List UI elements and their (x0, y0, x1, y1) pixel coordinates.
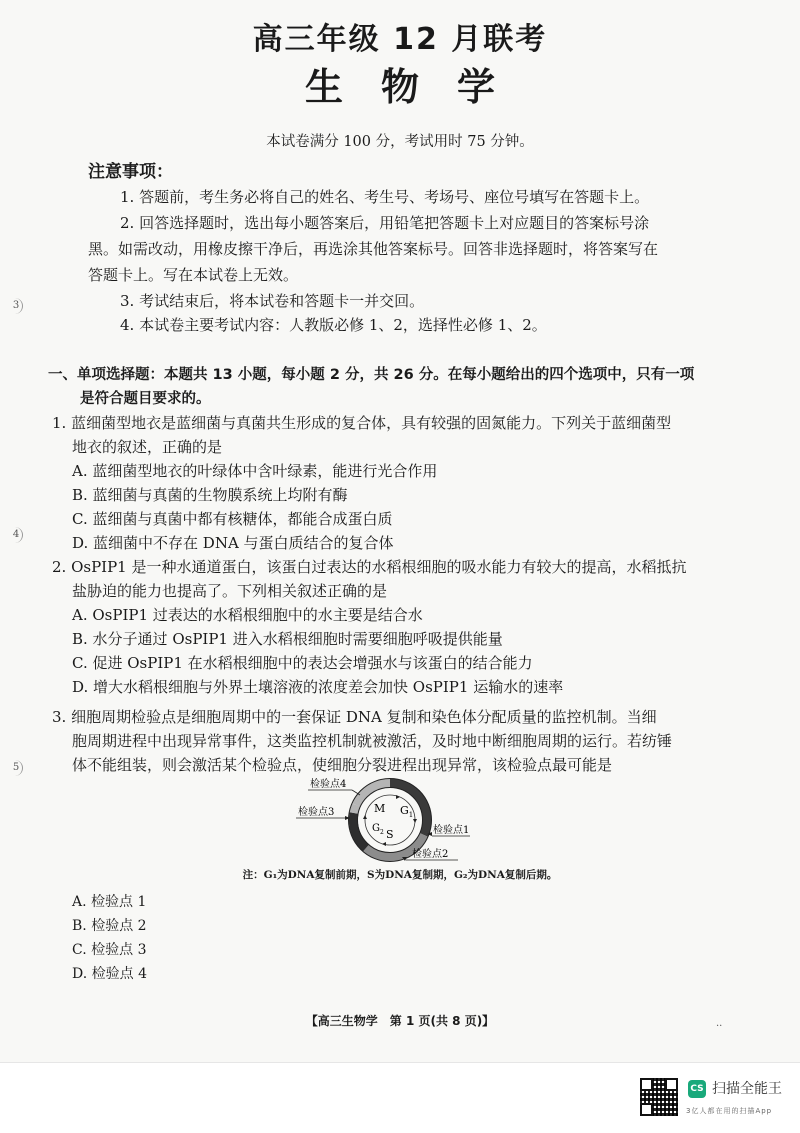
note-line: 1. 答题前，考生务必将自己的姓名、考生号、考场号、座位号填写在答题卡上。 (120, 188, 650, 206)
checkpoint-2-label: 检验点2 (412, 849, 449, 860)
note-line: 黑。如需改动，用橡皮擦干净后，再选涂其他答案标号。回答非选择题时，将答案写在 (88, 240, 659, 258)
question-2-option-d: D. 增大水稻根细胞与外界土壤溶液的浓度差会加快 OsPIP1 运输水的速率 (72, 678, 564, 696)
note-line: 4. 本试卷主要考试内容：人教版必修 1、2，选择性必修 1、2。 (120, 316, 547, 334)
question-2-option-c: C. 促进 OsPIP1 在水稻根细胞中的表达会增强水与该蛋白的结合能力 (72, 654, 533, 672)
qr-code-icon (640, 1078, 678, 1116)
question-3-stem: 3. 细胞周期检验点是细胞周期中的一套保证 DNA 复制和染色体分配质量的监控机制。当细 (52, 708, 657, 726)
section-heading-cont: 是符合题目要求的。 (80, 391, 211, 407)
scanner-watermark-bar (0, 1062, 800, 1133)
question-1-stem: 地衣的叙述，正确的是 (72, 438, 223, 456)
camscanner-logo-icon: CS (688, 1080, 706, 1098)
question-1-stem: 1. 蓝细菌型地衣是蓝细菌与真菌共生形成的复合体，具有较强的固氮能力。下列关于蓝细菌型 (52, 414, 672, 432)
question-3-option-c: C. 检验点 3 (72, 942, 147, 958)
scanner-app-name: 扫描全能王 (712, 1081, 782, 1097)
question-2-stem: 2. OsPIP1 是一种水通道蛋白，该蛋白过表达的水稻根细胞的吸水能力有较大的提高，水稻抵抗 (52, 558, 687, 576)
footer-dots: .. (716, 1018, 723, 1029)
phase-g2-label: $G_2$ (372, 823, 384, 836)
phase-s-label: S (386, 828, 394, 841)
note-line: 答题卡上。写在本试卷上无效。 (88, 266, 299, 284)
phase-m-label: M (374, 802, 386, 815)
question-2-stem: 盐胁迫的能力也提高了。下列相关叙述正确的是 (72, 582, 388, 600)
exam-title: 高三年级 12 月联考 (252, 22, 548, 57)
subject-title: 生物学 (304, 65, 533, 109)
question-3-option-d: D. 检验点 4 (72, 966, 147, 982)
question-2-option-b: B. 水分子通过 OsPIP1 进入水稻根细胞时需要细胞呼吸提供能量 (72, 630, 503, 648)
question-3-stem: 胞周期进程中出现异常事件，这类监控机制就被激活，及时地中断细胞周期的运行。若纺锤 (72, 732, 673, 750)
notes-title: 注意事项： (88, 162, 173, 182)
question-2-option-a: A. OsPIP1 过表达的水稻根细胞中的水主要是结合水 (72, 606, 423, 624)
question-1-option-b: B. 蓝细菌与真菌的生物膜系统上均附有酶 (72, 486, 348, 504)
note-line: 3. 考试结束后，将本试卷和答题卡一并交回。 (120, 292, 425, 310)
question-3-option-a: A. 检验点 1 (72, 894, 147, 910)
checkpoint-4-label: 检验点4 (310, 779, 347, 790)
checkpoint-3-label: 检验点3 (298, 807, 335, 818)
note-line: 2. 回答选择题时，选出每小题答案后，用铅笔把答题卡上对应题目的答案标号涂 (120, 214, 650, 232)
question-3-option-b: B. 检验点 2 (72, 918, 147, 934)
page-footer: 【高三生物学 第 1 页(共 8 页)】 (305, 1014, 495, 1028)
scanner-tagline: 3亿人都在用的扫描App (686, 1107, 773, 1115)
checkpoint-1-label: 检验点1 (433, 825, 470, 836)
phase-g1-label: $G_1$ (400, 804, 414, 819)
margin-mark: 3 (10, 298, 23, 314)
question-1-option-a: A. 蓝细菌型地衣的叶绿体中含叶绿素，能进行光合作用 (72, 462, 438, 480)
margin-mark: 4 (10, 527, 23, 543)
question-1-option-d: D. 蓝细菌中不存在 DNA 与蛋白质结合的复合体 (72, 534, 394, 552)
cell-cycle-diagram (290, 775, 470, 865)
diagram-note: 注：G₁为DNA复制前期，S为DNA复制期，G₂为DNA复制后期。 (242, 869, 558, 881)
exam-info: 本试卷满分 100 分，考试用时 75 分钟。 (266, 134, 534, 150)
question-1-option-c: C. 蓝细菌与真菌中都有核糖体，都能合成蛋白质 (72, 510, 393, 528)
section-heading: 一、单项选择题：本题共 13 小题，每小题 2 分，共 26 分。在每小题给出的四个选项中，只有一项 (48, 367, 695, 383)
margin-mark: 5 (10, 760, 23, 776)
question-3-stem: 体不能组装，则会激活某个检验点，使细胞分裂进程出现异常，该检验点最可能是 (72, 756, 613, 774)
